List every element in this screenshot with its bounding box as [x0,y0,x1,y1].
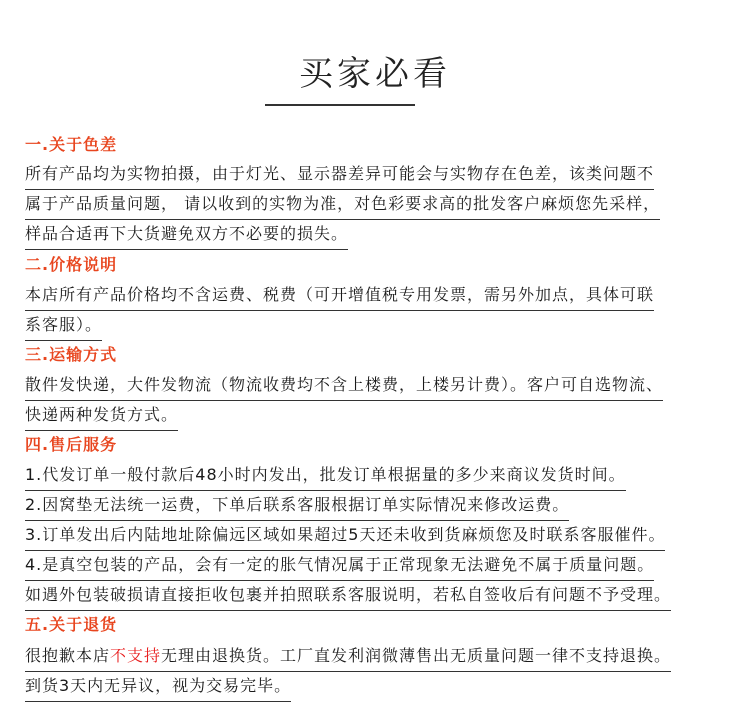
section-heading-after-sales [25,434,121,456]
text-line: 所有产品均为实物拍摄，由于灯光、显示器差异可能会与实物存在色差，该类问题不 [25,163,654,190]
section-heading: 五.关于退货 [25,615,118,634]
text-segment: 很抱歉本店 [25,646,111,665]
highlight-not-supported: 不支持 [110,646,162,665]
text-line: 本店所有产品价格均不含运费、税费（可开增值税专用发票，需另外加点，具体可联 [25,284,654,311]
text-line: 1.代发订单一般付款后48小时内发出，批发订单根据量的多少来商议发货时间。 [25,464,626,491]
section-heading-price [25,254,121,276]
text-segment: 无理由退换货。工厂直发利润微薄售出无质量问题一律不支持退换。 [161,646,672,665]
text-line: 3.订单发出后内陆地址除偏远区域如果超过5天还未收到货麻烦您及时联系客服催件。 [25,524,665,551]
text-line: 如遇外包装破损请直接拒收包裹并拍照联系客服说明，若私自签收后有问题不予受理。 [25,584,671,611]
section-heading-shipping [25,344,121,366]
text-line [25,645,671,672]
text-line: 到货3天内无异议，视为交易完毕。 [25,675,291,702]
page-title: 买家必看 [299,54,451,94]
section-heading: 三.运输方式 [25,345,118,364]
section-heading-color-difference [25,134,121,156]
title-underline [265,104,415,106]
section-heading: 四.售后服务 [25,435,118,454]
text-line: 4.是真空包装的产品，会有一定的胀气情况属于正常现象无法避免不属于质量问题。 [25,554,654,581]
text-line: 2.因窝垫无法统一运费，下单后联系客服根据订单实际情况来修改运费。 [25,494,569,521]
section-heading: 一.关于色差 [25,135,118,154]
text-line: 属于产品质量问题， 请以收到的实物为准，对色彩要求高的批发客户麻烦您先采样， [25,193,660,220]
text-line: 散件发快递，大件发物流（物流收费均不含上楼费，上楼另计费）。客户可自选物流、 [25,374,663,401]
section-heading: 二.价格说明 [25,255,118,274]
text-line: 样品合适再下大货避免双方不必要的损失。 [25,223,348,250]
text-line: 系客服）。 [25,314,102,341]
section-heading-returns [25,614,121,636]
text-line: 快递两种发货方式。 [25,404,178,431]
